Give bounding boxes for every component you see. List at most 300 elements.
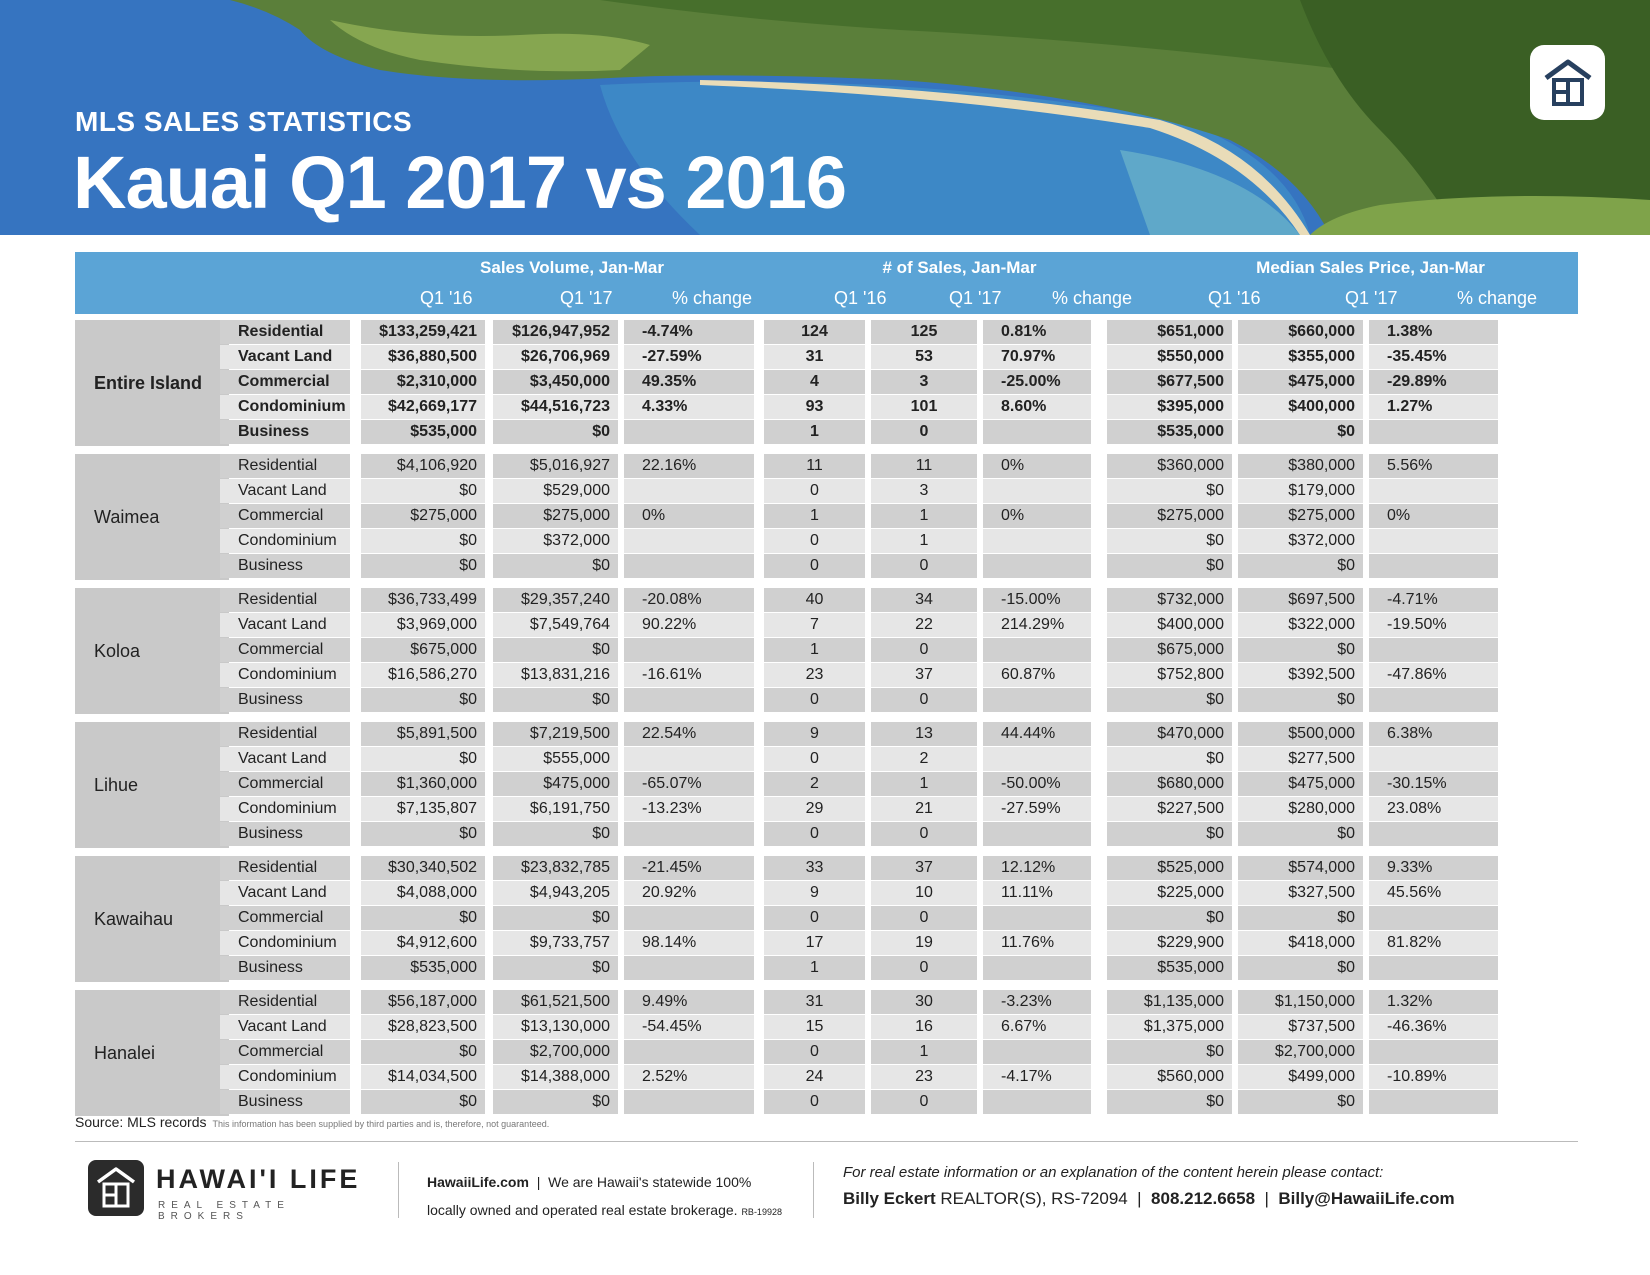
cell-med-q1-17: $2,700,000 (1238, 1040, 1363, 1064)
cell-vol-change: -13.23% (624, 797, 754, 821)
cell-vol-q1-16: $56,187,000 (361, 990, 485, 1014)
cell-vol-q1-16: $0 (361, 554, 485, 578)
cell-vol-q1-17: $0 (493, 554, 618, 578)
cell-type: Residential (220, 588, 350, 612)
cell-type: Condominium (220, 529, 350, 553)
company-about: HawaiiLife.com | We are Hawaii's statewide 100% locally owned and operated real estate brokerage. RB-19928 (427, 1174, 782, 1218)
col-med-change: % change (1457, 288, 1538, 308)
brand-tagline: REAL ESTATE BROKERS (158, 1200, 290, 1222)
cell-vol-q1-16: $275,000 (361, 504, 485, 528)
cell-vol-q1-16: $0 (361, 1090, 485, 1114)
cell-cnt-q1-16: 40 (764, 588, 865, 612)
cell-med-q1-17: $179,000 (1238, 479, 1363, 503)
cell-med-change: 1.38% (1369, 320, 1498, 344)
section-lihue (75, 722, 1578, 848)
cell-cnt-q1-16: 1 (764, 638, 865, 662)
cell-med-change (1369, 529, 1498, 553)
group-number-of-sales: # of Sales, Jan-Mar (882, 258, 1037, 277)
cell-cnt-q1-16: 9 (764, 881, 865, 905)
cell-med-q1-16: $0 (1107, 906, 1232, 930)
cell-cnt-q1-17: 37 (871, 663, 977, 687)
cell-med-q1-17: $380,000 (1238, 454, 1363, 478)
cell-vol-q1-16: $7,135,807 (361, 797, 485, 821)
cell-med-q1-17: $418,000 (1238, 931, 1363, 955)
cell-vol-q1-17: $26,706,969 (493, 345, 618, 369)
table-row (75, 345, 1578, 369)
table-row (75, 554, 1578, 578)
cell-med-change (1369, 906, 1498, 930)
cell-cnt-q1-16: 0 (764, 822, 865, 846)
cell-vol-change: -16.61% (624, 663, 754, 687)
cell-vol-q1-17: $13,831,216 (493, 663, 618, 687)
cell-med-q1-17: $697,500 (1238, 588, 1363, 612)
table-row (75, 1090, 1578, 1114)
cell-cnt-q1-17: 0 (871, 822, 977, 846)
cell-type: Vacant Land (220, 345, 350, 369)
cell-cnt-change (983, 529, 1091, 553)
cell-cnt-change: 44.44% (983, 722, 1091, 746)
cell-cnt-q1-17: 1 (871, 529, 977, 553)
cell-med-q1-16: $225,000 (1107, 881, 1232, 905)
cell-vol-q1-16: $2,310,000 (361, 370, 485, 394)
cell-type: Business (220, 554, 350, 578)
cell-cnt-change (983, 747, 1091, 771)
group-median-price: Median Sales Price, Jan-Mar (1256, 258, 1485, 277)
cell-vol-q1-17: $0 (493, 688, 618, 712)
cell-med-q1-17: $0 (1238, 420, 1363, 444)
table-row (75, 822, 1578, 846)
cell-type: Business (220, 688, 350, 712)
agent-email[interactable]: Billy@HawaiiLife.com (1278, 1189, 1455, 1208)
cell-med-change: -30.15% (1369, 772, 1498, 796)
cell-med-change (1369, 1090, 1498, 1114)
table-row (75, 772, 1578, 796)
cell-type: Commercial (220, 638, 350, 662)
site-link[interactable]: HawaiiLife.com (427, 1174, 529, 1190)
cell-med-change (1369, 420, 1498, 444)
cell-med-q1-17: $327,500 (1238, 881, 1363, 905)
cell-vol-q1-17: $44,516,723 (493, 395, 618, 419)
table-header (75, 252, 1578, 314)
cell-vol-change (624, 956, 754, 980)
group-sales-volume: Sales Volume, Jan-Mar (480, 258, 664, 277)
cell-med-q1-17: $280,000 (1238, 797, 1363, 821)
table-row (75, 1015, 1578, 1039)
footer-divider (75, 1141, 1578, 1142)
table-row (75, 613, 1578, 637)
cell-vol-q1-16: $5,891,500 (361, 722, 485, 746)
cell-cnt-q1-16: 11 (764, 454, 865, 478)
cell-med-change (1369, 956, 1498, 980)
cell-cnt-q1-17: 125 (871, 320, 977, 344)
cell-cnt-q1-16: 0 (764, 1090, 865, 1114)
cell-cnt-change: 11.76% (983, 931, 1091, 955)
cell-vol-change: 20.92% (624, 881, 754, 905)
cell-cnt-change (983, 1040, 1091, 1064)
cell-med-q1-16: $0 (1107, 554, 1232, 578)
cell-vol-q1-16: $36,733,499 (361, 588, 485, 612)
area-label: Koloa (75, 588, 229, 714)
cell-vol-q1-16: $535,000 (361, 420, 485, 444)
cell-type: Business (220, 822, 350, 846)
col-cnt-change: % change (1052, 288, 1133, 308)
cell-vol-q1-17: $529,000 (493, 479, 618, 503)
cell-cnt-change: 12.12% (983, 856, 1091, 880)
license-number: RB-19928 (741, 1207, 782, 1217)
cell-cnt-change (983, 688, 1091, 712)
cell-med-q1-17: $0 (1238, 688, 1363, 712)
section-waimea (75, 454, 1578, 580)
table-row (75, 529, 1578, 553)
table-row (75, 688, 1578, 712)
contact-intro: For real estate information or an explanation of the content herein please contact: (843, 1164, 1384, 1181)
cell-cnt-q1-17: 0 (871, 420, 977, 444)
cell-vol-change: 22.54% (624, 722, 754, 746)
page-title: Kauai Q1 2017 vs 2016 (73, 141, 847, 224)
cell-med-q1-16: $525,000 (1107, 856, 1232, 880)
cell-med-q1-16: $0 (1107, 529, 1232, 553)
cell-cnt-q1-17: 11 (871, 454, 977, 478)
cell-cnt-q1-17: 1 (871, 1040, 977, 1064)
cell-vol-change (624, 479, 754, 503)
cell-vol-q1-17: $475,000 (493, 772, 618, 796)
cell-cnt-q1-17: 0 (871, 554, 977, 578)
cell-vol-q1-17: $5,016,927 (493, 454, 618, 478)
cell-med-q1-16: $400,000 (1107, 613, 1232, 637)
cell-vol-q1-16: $14,034,500 (361, 1065, 485, 1089)
table-row (75, 906, 1578, 930)
cell-med-q1-17: $322,000 (1238, 613, 1363, 637)
cell-cnt-change: 0% (983, 504, 1091, 528)
cell-vol-q1-17: $0 (493, 906, 618, 930)
cell-vol-q1-16: $28,823,500 (361, 1015, 485, 1039)
table-row (75, 1040, 1578, 1064)
cell-med-q1-17: $1,150,000 (1238, 990, 1363, 1014)
cell-cnt-change (983, 554, 1091, 578)
cell-cnt-q1-17: 37 (871, 856, 977, 880)
cell-cnt-q1-16: 31 (764, 345, 865, 369)
cell-med-q1-16: $677,500 (1107, 370, 1232, 394)
brand-logo[interactable] (88, 1160, 388, 1220)
cell-med-q1-16: $275,000 (1107, 504, 1232, 528)
cell-vol-q1-16: $0 (361, 529, 485, 553)
cell-cnt-change (983, 956, 1091, 980)
cell-vol-q1-16: $0 (361, 822, 485, 846)
table-row (75, 722, 1578, 746)
cell-med-q1-16: $1,375,000 (1107, 1015, 1232, 1039)
cell-vol-change: -4.74% (624, 320, 754, 344)
cell-type: Commercial (220, 1040, 350, 1064)
cell-vol-q1-17: $126,947,952 (493, 320, 618, 344)
cell-vol-q1-17: $4,943,205 (493, 881, 618, 905)
cell-cnt-change (983, 906, 1091, 930)
cell-cnt-change: -4.17% (983, 1065, 1091, 1089)
contact-block: For real estate information or an explanation of the content herein please contact: Billy Eckert REALTOR(S), RS-72094 | 808.212.6658 | Billy@HawaiiLife.com (843, 1164, 1455, 1208)
cell-cnt-q1-17: 53 (871, 345, 977, 369)
cell-vol-q1-17: $29,357,240 (493, 588, 618, 612)
cell-vol-q1-17: $61,521,500 (493, 990, 618, 1014)
cell-med-change: -4.71% (1369, 588, 1498, 612)
cell-med-q1-17: $0 (1238, 906, 1363, 930)
cell-cnt-q1-16: 0 (764, 688, 865, 712)
cell-type: Business (220, 1090, 350, 1114)
house-icon (1541, 58, 1595, 108)
cell-med-q1-17: $0 (1238, 822, 1363, 846)
table-row (75, 881, 1578, 905)
cell-med-q1-17: $500,000 (1238, 722, 1363, 746)
cell-med-change: 6.38% (1369, 722, 1498, 746)
cell-type: Condominium (220, 797, 350, 821)
cell-cnt-q1-16: 4 (764, 370, 865, 394)
cell-cnt-q1-16: 9 (764, 722, 865, 746)
cell-cnt-q1-16: 7 (764, 613, 865, 637)
cell-cnt-q1-16: 0 (764, 529, 865, 553)
cell-cnt-change: -15.00% (983, 588, 1091, 612)
cell-cnt-q1-16: 24 (764, 1065, 865, 1089)
cell-cnt-q1-17: 1 (871, 504, 977, 528)
area-label: Waimea (75, 454, 229, 580)
cell-vol-q1-17: $0 (493, 956, 618, 980)
cell-med-change: -19.50% (1369, 613, 1498, 637)
disclaimer: This information has been supplied by third parties and is, therefore, not guaranteed. (212, 1119, 550, 1129)
cell-vol-q1-17: $0 (493, 638, 618, 662)
cell-vol-change: -20.08% (624, 588, 754, 612)
cell-cnt-change: 11.11% (983, 881, 1091, 905)
cell-cnt-change: 0% (983, 454, 1091, 478)
agent-title: REALTOR(S), RS-72094 (940, 1189, 1128, 1208)
cell-med-q1-17: $355,000 (1238, 345, 1363, 369)
col-vol-change: % change (672, 288, 753, 308)
cell-vol-change: -27.59% (624, 345, 754, 369)
cell-cnt-q1-17: 3 (871, 479, 977, 503)
cell-cnt-q1-16: 15 (764, 1015, 865, 1039)
table-row (75, 320, 1578, 344)
cell-med-change: 9.33% (1369, 856, 1498, 880)
cell-cnt-change (983, 1090, 1091, 1114)
cell-cnt-q1-16: 93 (764, 395, 865, 419)
cell-med-change: -47.86% (1369, 663, 1498, 687)
cell-med-change: 1.27% (1369, 395, 1498, 419)
cell-vol-q1-17: $0 (493, 420, 618, 444)
cell-cnt-change: 6.67% (983, 1015, 1091, 1039)
cell-med-change: -10.89% (1369, 1065, 1498, 1089)
cell-type: Commercial (220, 504, 350, 528)
cell-vol-q1-16: $535,000 (361, 956, 485, 980)
cell-med-q1-16: $651,000 (1107, 320, 1232, 344)
agent-phone[interactable]: 808.212.6658 (1151, 1189, 1256, 1208)
cell-vol-q1-17: $3,450,000 (493, 370, 618, 394)
table-row (75, 956, 1578, 980)
cell-cnt-q1-16: 124 (764, 320, 865, 344)
cell-vol-q1-16: $4,088,000 (361, 881, 485, 905)
cell-med-q1-16: $0 (1107, 1040, 1232, 1064)
cell-med-change: 23.08% (1369, 797, 1498, 821)
table-row (75, 479, 1578, 503)
cell-med-q1-16: $0 (1107, 822, 1232, 846)
cell-med-q1-16: $732,000 (1107, 588, 1232, 612)
cell-med-change (1369, 554, 1498, 578)
cell-vol-q1-17: $13,130,000 (493, 1015, 618, 1039)
cell-med-q1-17: $372,000 (1238, 529, 1363, 553)
section-entire-island (75, 320, 1578, 446)
cell-vol-change (624, 747, 754, 771)
cell-cnt-change: -3.23% (983, 990, 1091, 1014)
cell-type: Vacant Land (220, 747, 350, 771)
cell-vol-q1-16: $1,360,000 (361, 772, 485, 796)
cell-vol-q1-16: $4,912,600 (361, 931, 485, 955)
cell-cnt-q1-16: 17 (764, 931, 865, 955)
cell-cnt-q1-17: 22 (871, 613, 977, 637)
cell-vol-change: 90.22% (624, 613, 754, 637)
cell-med-q1-16: $550,000 (1107, 345, 1232, 369)
cell-cnt-q1-16: 0 (764, 747, 865, 771)
cell-cnt-q1-16: 1 (764, 504, 865, 528)
report-kicker: MLS SALES STATISTICS (75, 106, 413, 137)
cell-vol-change (624, 554, 754, 578)
cell-vol-q1-16: $675,000 (361, 638, 485, 662)
cell-vol-change (624, 822, 754, 846)
cell-vol-q1-16: $3,969,000 (361, 613, 485, 637)
cell-med-q1-17: $475,000 (1238, 772, 1363, 796)
brand-name: HAWAI'I LIFE (156, 1164, 361, 1194)
cell-vol-q1-17: $275,000 (493, 504, 618, 528)
col-cnt-q1-16: Q1 '16 (834, 288, 887, 308)
cell-cnt-q1-17: 3 (871, 370, 977, 394)
cell-med-change (1369, 1040, 1498, 1064)
cell-med-q1-16: $1,135,000 (1107, 990, 1232, 1014)
cell-vol-change (624, 638, 754, 662)
cell-vol-q1-17: $7,549,764 (493, 613, 618, 637)
col-cnt-q1-17: Q1 '17 (949, 288, 1002, 308)
cell-vol-change: -54.45% (624, 1015, 754, 1039)
cell-med-change (1369, 822, 1498, 846)
cell-cnt-q1-17: 16 (871, 1015, 977, 1039)
cell-vol-q1-16: $0 (361, 479, 485, 503)
cell-type: Residential (220, 990, 350, 1014)
table-row (75, 663, 1578, 687)
cell-med-change (1369, 479, 1498, 503)
area-label: Hanalei (75, 990, 229, 1116)
cell-med-q1-16: $535,000 (1107, 420, 1232, 444)
cell-cnt-change (983, 420, 1091, 444)
cell-med-q1-16: $675,000 (1107, 638, 1232, 662)
cell-med-q1-16: $360,000 (1107, 454, 1232, 478)
cell-type: Business (220, 420, 350, 444)
cell-vol-change: 2.52% (624, 1065, 754, 1089)
cell-med-q1-17: $737,500 (1238, 1015, 1363, 1039)
cell-vol-change: 4.33% (624, 395, 754, 419)
cell-med-change: 45.56% (1369, 881, 1498, 905)
cell-vol-q1-16: $42,669,177 (361, 395, 485, 419)
cell-vol-q1-16: $16,586,270 (361, 663, 485, 687)
area-label: Lihue (75, 722, 229, 848)
cell-vol-q1-16: $4,106,920 (361, 454, 485, 478)
cell-med-q1-17: $0 (1238, 956, 1363, 980)
cell-type: Business (220, 956, 350, 980)
cell-cnt-q1-16: 1 (764, 956, 865, 980)
cell-med-q1-16: $0 (1107, 747, 1232, 771)
cell-med-q1-17: $277,500 (1238, 747, 1363, 771)
cell-vol-q1-16: $0 (361, 688, 485, 712)
table-row (75, 747, 1578, 771)
cell-type: Commercial (220, 906, 350, 930)
cell-med-change: 0% (1369, 504, 1498, 528)
cell-med-change: 81.82% (1369, 931, 1498, 955)
cell-med-change: -46.36% (1369, 1015, 1498, 1039)
cell-med-q1-17: $660,000 (1238, 320, 1363, 344)
cell-med-q1-16: $535,000 (1107, 956, 1232, 980)
section-kawaihau (75, 856, 1578, 982)
cell-vol-change (624, 906, 754, 930)
cell-vol-change: 98.14% (624, 931, 754, 955)
cell-cnt-change: -25.00% (983, 370, 1091, 394)
cell-cnt-q1-17: 34 (871, 588, 977, 612)
cell-med-change: -29.89% (1369, 370, 1498, 394)
cell-vol-q1-17: $2,700,000 (493, 1040, 618, 1064)
cell-cnt-q1-17: 0 (871, 906, 977, 930)
cell-vol-q1-17: $7,219,500 (493, 722, 618, 746)
cell-cnt-q1-17: 0 (871, 638, 977, 662)
cell-type: Commercial (220, 772, 350, 796)
section-koloa (75, 588, 1578, 714)
cell-med-q1-17: $475,000 (1238, 370, 1363, 394)
logo-badge[interactable] (1530, 45, 1605, 120)
cell-vol-q1-16: $36,880,500 (361, 345, 485, 369)
cell-vol-change: -65.07% (624, 772, 754, 796)
cell-vol-q1-16: $30,340,502 (361, 856, 485, 880)
cell-vol-change (624, 1040, 754, 1064)
cell-cnt-q1-17: 0 (871, 1090, 977, 1114)
cell-vol-q1-17: $372,000 (493, 529, 618, 553)
table-row (75, 990, 1578, 1014)
col-vol-q1-17: Q1 '17 (560, 288, 613, 308)
cell-med-q1-16: $0 (1107, 1090, 1232, 1114)
cell-vol-q1-16: $0 (361, 747, 485, 771)
table-row (75, 454, 1578, 478)
table-row (75, 797, 1578, 821)
cell-cnt-q1-16: 0 (764, 1040, 865, 1064)
table-row (75, 420, 1578, 444)
cell-med-q1-17: $0 (1238, 1090, 1363, 1114)
cell-cnt-change: 60.87% (983, 663, 1091, 687)
cell-med-change (1369, 638, 1498, 662)
cell-vol-change: 22.16% (624, 454, 754, 478)
cell-cnt-change: 214.29% (983, 613, 1091, 637)
table-row (75, 395, 1578, 419)
cell-med-change (1369, 688, 1498, 712)
about-line-1: We are Hawaii's statewide 100% (548, 1174, 752, 1190)
cell-med-q1-16: $227,500 (1107, 797, 1232, 821)
cell-type: Condominium (220, 395, 350, 419)
cell-cnt-q1-16: 2 (764, 772, 865, 796)
cell-type: Commercial (220, 370, 350, 394)
cell-med-q1-17: $499,000 (1238, 1065, 1363, 1089)
cell-cnt-q1-17: 2 (871, 747, 977, 771)
cell-med-q1-17: $0 (1238, 554, 1363, 578)
table-row (75, 638, 1578, 662)
cell-vol-q1-16: $133,259,421 (361, 320, 485, 344)
cell-med-q1-17: $392,500 (1238, 663, 1363, 687)
cell-med-q1-17: $275,000 (1238, 504, 1363, 528)
cell-vol-q1-17: $6,191,750 (493, 797, 618, 821)
cell-cnt-change: -27.59% (983, 797, 1091, 821)
cell-cnt-q1-17: 10 (871, 881, 977, 905)
cell-cnt-q1-16: 29 (764, 797, 865, 821)
about-line-2: locally owned and operated real estate brokerage. (427, 1202, 738, 1218)
cell-type: Vacant Land (220, 479, 350, 503)
cell-med-change (1369, 747, 1498, 771)
cell-type: Condominium (220, 931, 350, 955)
